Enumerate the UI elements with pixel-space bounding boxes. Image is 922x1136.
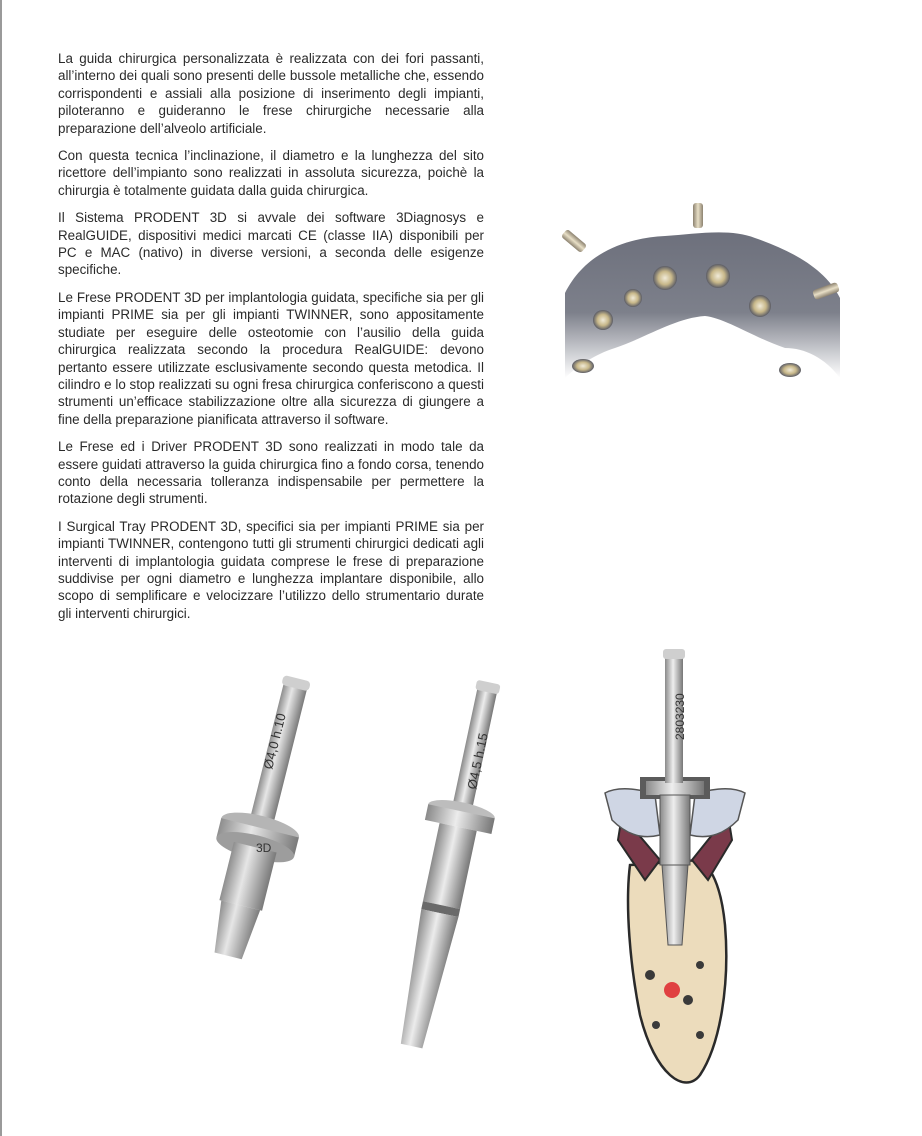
paragraph-5: Le Frese ed i Driver PRODENT 3D sono realizzati in modo tale da essere guidati attraverso la guida chirurgica fino a fondo corsa, tenendo conto della necessaria tolleranza indispensabile per permettere la rotazione degli strumenti. — [58, 439, 484, 507]
page-left-rule — [0, 0, 2, 1136]
paragraph-2: Con questa tecnica l’inclinazione, il diametro e la lunghezza del sito ricettore dell’impianto sono realizzati in assoluta sicurezza, poichè la chirurgia è totalmente guidata dalla guida chirurgica. — [58, 148, 484, 198]
cross-section-image — [600, 645, 750, 1100]
paragraph-3: Il Sistema PRODENT 3D si avvale dei software 3Diagnosys e RealGUIDE, dispositivi medici marcati CE (classe IIA) disponibili per PC e MAC (nativo) in diverse versioni, a seconda delle esigenze specifiche. — [58, 210, 484, 278]
paragraph-1: La guida chirurgica personalizzata è realizzata con dei fori passanti, all’interno dei quali sono presenti delle bussole metalliche che, essendo corrispondenti e assiali alla posizione di inserimento degli impianti, piloteranno e guideranno le frese chirurgiche necessarie alla preparazione dell’alveolo artificiale. — [58, 51, 484, 136]
drill-2-engraving: Ø4,5 h.15 — [464, 731, 491, 791]
drill-1-image — [190, 660, 335, 975]
paragraph-6: I Surgical Tray PRODENT 3D, specifici sia per impianti PRIME sia per impianti TWINNER, contengono tutti gli strumenti chirurgici dedicati agli interventi di implantologia guidata comprese le frese di preparazione suddivise per ogni diametro e lunghezza implantare disponibile, allo scopo di semplificare e velocizzare l’utilizzo dello strumentario durate gli interventi chirurgici. — [58, 518, 484, 621]
drill-1-engraving: Ø4,0 h.10 — [260, 711, 289, 771]
cross-section-engraving: 2803230 — [673, 693, 687, 740]
drill-2-image — [372, 670, 527, 1070]
surgical-guide-image — [555, 198, 850, 448]
body-text — [58, 50, 484, 632]
drill-1-logo: 3D — [256, 841, 272, 855]
paragraph-4: Le Frese PRODENT 3D per implantologia guidata, specifiche sia per gli impianti PRIME sia per gli impianti TWINNER, sono appositamente studiate per eseguire delle osteotomie con l’ausilio della guida chirurgica realizzata secondo la procedura RealGUIDE: devono pertanto essere utilizzate esclusivamente secondo questa metodica. Il cilindro e lo stop realizzati su ogni fresa chirurgica conferiscono a questi strumenti un’efficace stabilizzazione oltre alla sicurezza di giungere a fine della preparazione pianificata attraverso il software. — [58, 289, 484, 427]
